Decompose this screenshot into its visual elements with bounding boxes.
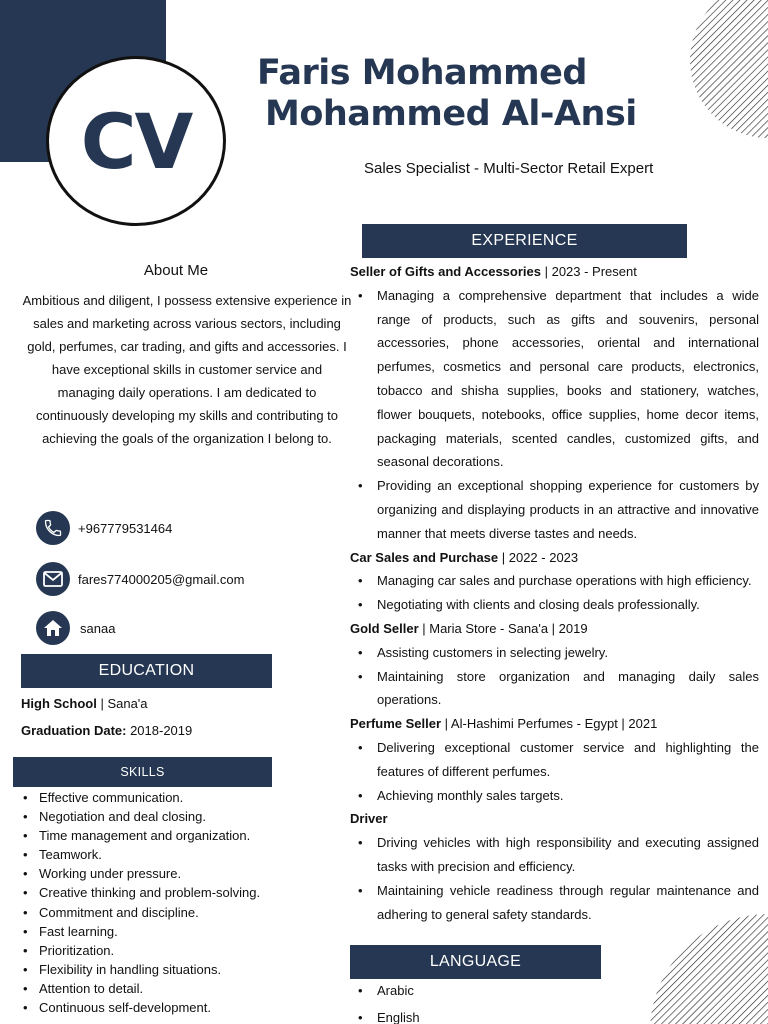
job-bullets xyxy=(350,569,759,617)
job-title: Sales Specialist - Multi-Sector Retail Expert xyxy=(364,160,654,177)
contact-location xyxy=(36,611,115,645)
job-title: Seller of Gifts and Accessories xyxy=(350,264,541,279)
email-address: fares774000205@gmail.com xyxy=(78,571,245,587)
cv-badge xyxy=(46,56,226,226)
job-title: Car Sales and Purchase xyxy=(350,549,499,565)
skill-item: • Working under pressure. xyxy=(20,864,320,883)
skill-item: • Effective communication. xyxy=(20,788,320,807)
skills-list xyxy=(20,788,320,1017)
language-heading: LANGUAGE xyxy=(350,945,601,979)
decorative-hatch-circle-top xyxy=(690,0,768,138)
job-meta: | Al-Hashimi Perfumes - Egypt | 2021 xyxy=(441,716,658,732)
job-bullet: • Providing an exceptional shopping experience for customers by organizing and displaying products in an attractive and innovative manner that meets diverse tastes and needs. xyxy=(350,474,759,545)
job-meta: | 2022 - 2023 xyxy=(498,549,579,565)
home-icon xyxy=(36,611,70,645)
about-heading: About Me xyxy=(143,262,209,279)
education-date xyxy=(21,723,192,738)
cv-badge-text: CV xyxy=(80,96,192,186)
job-title: Driver xyxy=(350,811,388,827)
job-heading xyxy=(350,260,759,284)
job-bullets xyxy=(350,831,759,926)
job-heading xyxy=(350,617,759,641)
skill-item: • Attention to detail. xyxy=(20,979,320,998)
decorative-hatch-circle-bottom xyxy=(580,914,768,1024)
about-text: Ambitious and diligent, I possess extensive experience in sales and marketing across various sectors, including gold, perfumes, car trading, and gifts and accessories. I have exceptional skills in customer service and managing daily operations. I am dedicated to continuously developing my skills and contributing to achieving the goals of the organization I belong to. xyxy=(22,293,352,446)
job-heading xyxy=(350,712,759,736)
contact-email xyxy=(36,562,244,596)
phone-icon xyxy=(36,511,70,545)
skill-item: • Teamwork. xyxy=(20,845,320,864)
skill-item: • Flexibility in handling situations. xyxy=(20,960,320,979)
job-bullet: • Managing a comprehensive department that includes a wide range of products, such as gifts and souvenirs, personal accessories, phone accessories, oriental and international perfumes, cosmetics and personal care products, electronics, tobacco and shisha supplies, books and stationery, watches, flower bouquets, notebooks, office supplies, home decor items, packaging materials, scented candles, customized gifts, and seasonal decorations. xyxy=(350,284,759,474)
job-meta: | Maria Store - Sana'a | 2019 xyxy=(418,620,588,636)
education-school-label: High School xyxy=(21,696,97,711)
location: sanaa xyxy=(80,620,116,636)
job-heading xyxy=(350,546,759,570)
job-bullet: • Achieving monthly sales targets. xyxy=(350,784,759,808)
education-date-value: 2018-2019 xyxy=(126,723,193,738)
name-line-1: Faris Mohammed xyxy=(257,53,587,93)
contact-phone xyxy=(36,511,172,545)
job-bullet: • Delivering exceptional customer service and highlighting the features of different perfumes. xyxy=(350,736,759,784)
skill-item: • Fast learning. xyxy=(20,922,320,941)
language-list xyxy=(350,977,600,1024)
job-bullet: • Driving vehicles with high responsibility and executing assigned tasks with precision and efficiency. xyxy=(350,831,759,879)
job-meta: | 2023 - Present xyxy=(540,264,637,279)
job-bullets xyxy=(350,736,759,807)
job-bullet: • Assisting customers in selecting jewelry. xyxy=(350,641,759,665)
skill-item: • Negotiation and deal closing. xyxy=(20,807,320,826)
language-item: • Arabic xyxy=(350,977,600,1004)
skill-item: • Continuous self-development. xyxy=(20,998,320,1017)
skills-heading: SKILLS xyxy=(13,757,272,787)
job-bullet: • Negotiating with clients and closing deals professionally. xyxy=(350,593,759,617)
job-bullet: • Maintaining store organization and managing daily sales operations. xyxy=(350,665,759,713)
education-school xyxy=(21,696,148,711)
experience-section xyxy=(350,260,759,926)
job-bullets xyxy=(350,284,759,546)
skill-item: • Creative thinking and problem-solving. xyxy=(20,883,320,902)
education-date-label: Graduation Date: xyxy=(21,723,127,738)
envelope-icon xyxy=(36,562,70,596)
skill-item: • Time management and organization. xyxy=(20,826,320,845)
education-heading: EDUCATION xyxy=(21,654,272,688)
job-heading xyxy=(350,807,759,831)
skill-item: • Commitment and discipline. xyxy=(20,903,320,922)
name-line-2: Mohammed Al-Ansi xyxy=(265,94,637,134)
phone-number: +967779531464 xyxy=(78,520,173,536)
education-school-place: | Sana'a xyxy=(96,696,148,711)
skill-item: • Prioritization. xyxy=(20,941,320,960)
job-title: Gold Seller xyxy=(350,620,419,636)
job-bullets xyxy=(350,641,759,712)
job-bullet: • Managing car sales and purchase operations with high efficiency. xyxy=(350,569,759,593)
experience-heading: EXPERIENCE xyxy=(362,224,687,258)
language-item: • English xyxy=(350,1004,600,1024)
job-title: Perfume Seller xyxy=(350,716,442,732)
job-bullet: • Maintaining vehicle readiness through regular maintenance and adhering to general safety standards. xyxy=(350,879,759,927)
